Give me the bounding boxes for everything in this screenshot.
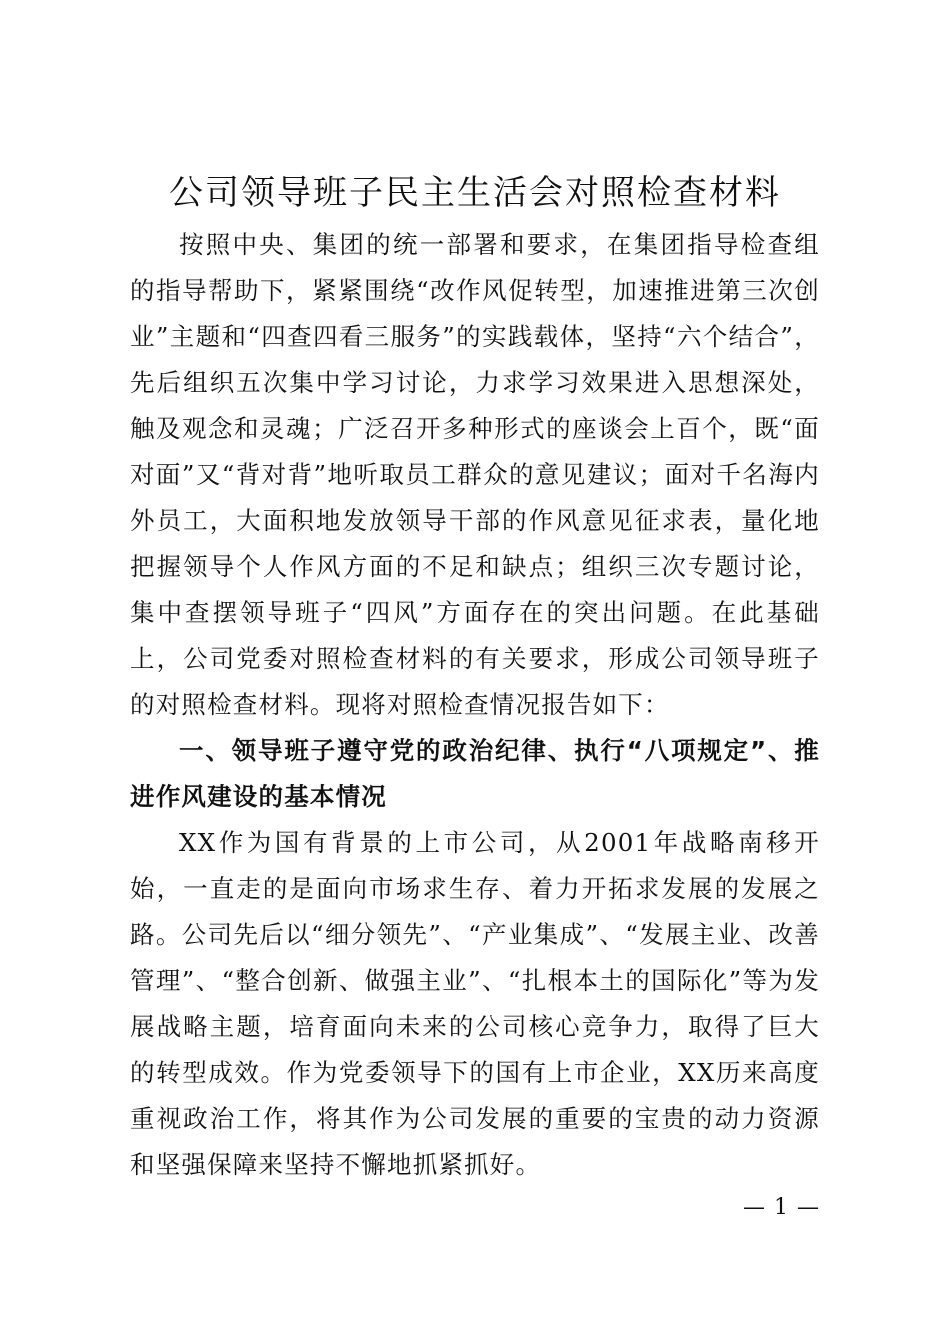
- intro-paragraph: 按照中央、集团的统一部署和要求，在集团指导检查组的指导帮助下，紧紧围绕“改作风促转型，加速推进第三次创业”主题和“四查四看三服务”的实践载体，坚持“六个结合”，先后组织五次集中学习讨论，力求学习效果进入思想深处，触及观念和灵魂；广泛召开多种形式的座谈会上百个，既“面对面”又“背对背”地听取员工群众的意见建议；面对千名海内外员工，大面积地发放领导干部的作风意见征求表，量化地把握领导个人作风方面的不足和缺点；组织三次专题讨论，集中查摆领导班子“四风”方面存在的突出问题。在此基础上，公司党委对照检查材料的有关要求，形成公司领导班子的对照检查材料。现将对照检查情况报告如下：: [130, 230, 820, 719]
- section-paragraph: XX作为国有背景的上市公司，从2001年战略南移开始，一直走的是面向市场求生存、着力开拓求发展的发展之路。公司先后以“细分领先”、“产业集成”、“发展主业、改善管理”、“整合创新、做强主业”、“扎根本土的国际化”等为发展战略主题，培育面向未来的公司核心竞争力，取得了巨大的转型成效。作为党委领导下的国有上市企业，XX历来高度重视政治工作，将其作为公司发展的重要的宝贵的动力资源和坚强保障来坚持不懈地抓紧抓好。: [130, 828, 820, 1179]
- document-title: 公司领导班子民主生活会对照检查材料: [169, 173, 781, 213]
- section-heading: 一、领导班子遵守党的政治纪律、执行“八项规定”、推进作风建设的基本情况: [130, 736, 820, 811]
- page-number: — 1 —: [743, 1195, 820, 1220]
